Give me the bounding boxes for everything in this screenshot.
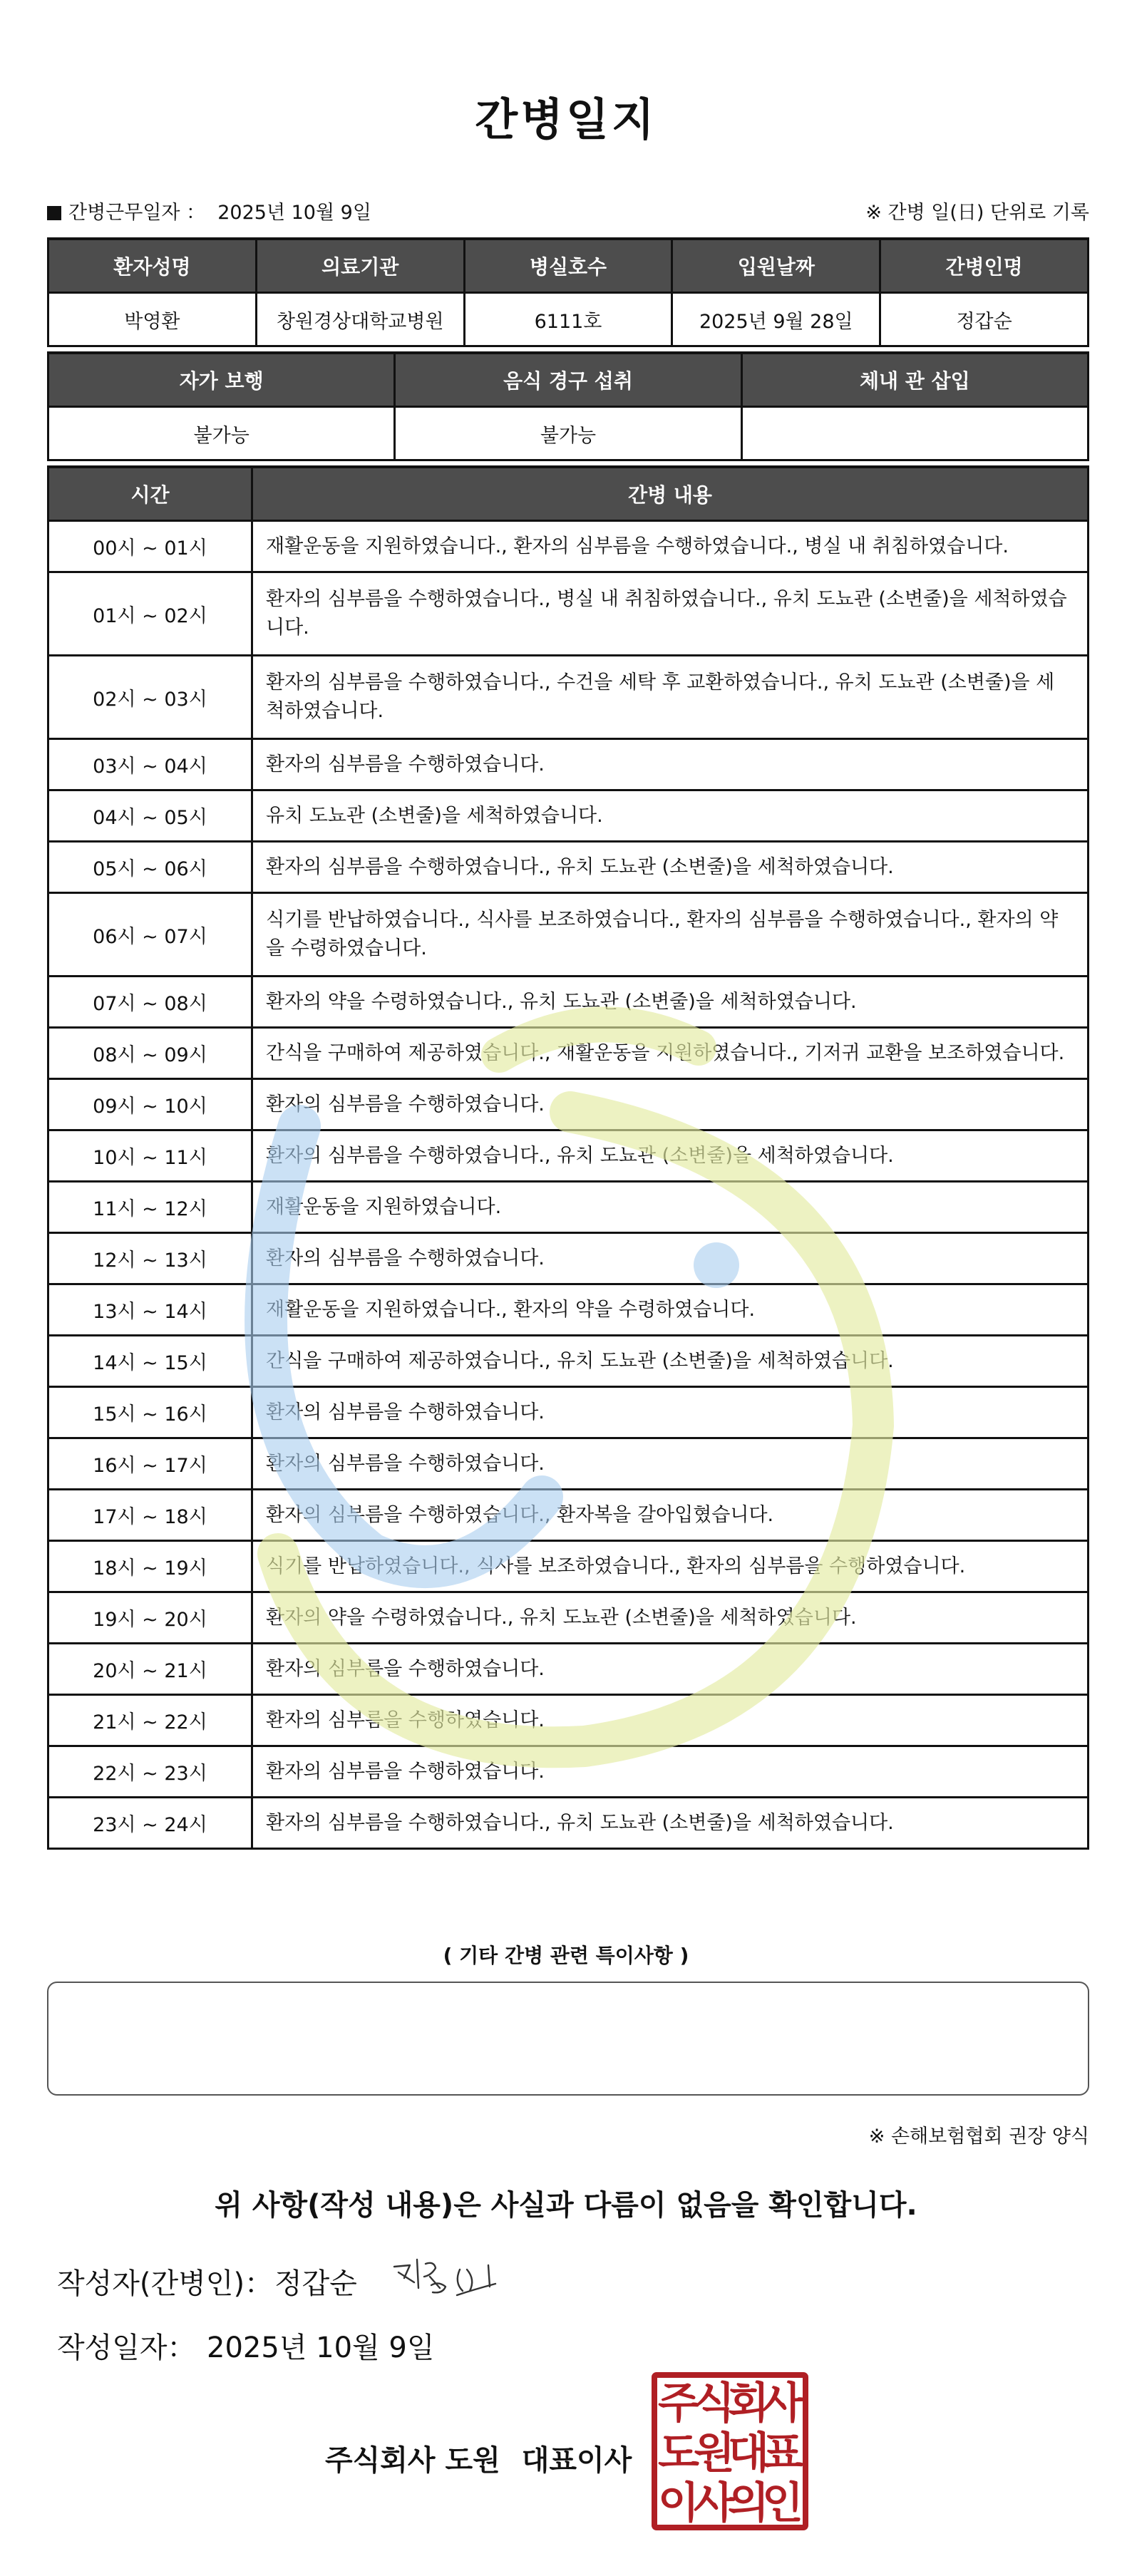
care-log-row (48, 1284, 1089, 1336)
care-log-row (48, 893, 1089, 977)
seal-character: 의 (728, 2478, 769, 2528)
care-log-row (48, 1182, 1089, 1233)
seal-character: 원 (694, 2428, 735, 2478)
notes-title: ( 기타 간병 관련 특이사항 ) (443, 1944, 689, 1967)
care-log-time: 17시 ~ 18시 (48, 1490, 252, 1541)
care-log-content: 환자의 심부름을 수행하였습니다., 수건을 세탁 후 교환하였습니다., 유치 도뇨관 (소변줄)을 세척하였습니다. (252, 656, 1089, 739)
care-log-row (48, 1644, 1089, 1695)
care-log-row (48, 656, 1089, 739)
care-log-content: 환자의 심부름을 수행하였습니다. (252, 1438, 1089, 1490)
care-log-content: 재활운동을 지원하였습니다., 환자의 약을 수령하였습니다. (252, 1284, 1089, 1336)
care-log-row (48, 1798, 1089, 1849)
notes-box (47, 1982, 1089, 2096)
caregiver-name: 정갑순 (880, 293, 1089, 346)
care-log-content: 환자의 심부름을 수행하였습니다. (252, 1746, 1089, 1798)
seal-character: 사 (762, 2379, 803, 2428)
unit-note: ※ 간병 일(日) 단위로 기록 (865, 202, 1089, 224)
care-log-content: 환자의 심부름을 수행하였습니다., 유치 도뇨관 (소변줄)을 세척하였습니다. (252, 842, 1089, 893)
care-log-row (48, 977, 1089, 1028)
care-log-time: 18시 ~ 19시 (48, 1541, 252, 1592)
care-log-content: 환자의 심부름을 수행하였습니다., 병실 내 취침하였습니다., 유치 도뇨관 (소변줄)을 세척하였습니다. (252, 572, 1089, 656)
header-admission-date: 입원날짜 (672, 239, 880, 293)
patient-info-table (47, 237, 1089, 347)
care-log-row (48, 790, 1089, 842)
author-label: 작성자(간병인)： (57, 2267, 274, 2300)
care-log-content: 환자의 심부름을 수행하였습니다. (252, 739, 1089, 790)
care-log-content: 간식을 구매하여 제공하였습니다., 유치 도뇨관 (소변줄)을 세척하였습니다. (252, 1336, 1089, 1387)
care-log-row (48, 1438, 1089, 1490)
seal-character: 주 (658, 2379, 699, 2428)
header-tube-insertion: 체내 관 삽입 (741, 353, 1088, 407)
care-log-row (48, 1130, 1089, 1182)
care-log-row (48, 1336, 1089, 1387)
header-care-content: 간병 내용 (252, 467, 1089, 521)
care-log-row (48, 739, 1089, 790)
care-log-time: 00시 ~ 01시 (48, 521, 252, 572)
seal-character: 인 (762, 2478, 803, 2528)
care-log-row (48, 1233, 1089, 1284)
care-log-row (48, 842, 1089, 893)
seal-character: 식 (694, 2379, 735, 2428)
care-log-row (48, 521, 1089, 572)
care-log-table (47, 465, 1089, 1850)
header-self-walking: 자가 보행 (48, 353, 395, 407)
confirmation-statement: 위 사항(작성 내용)은 사실과 다름이 없음을 확인합니다. (215, 2189, 917, 2222)
work-date-line (47, 197, 371, 225)
care-log-content: 환자의 심부름을 수행하였습니다. (252, 1695, 1089, 1746)
seal-character: 사 (694, 2478, 735, 2528)
room-number: 6111호 (464, 293, 672, 346)
header-hospital: 의료기관 (256, 239, 464, 293)
seal-character: 이 (658, 2478, 699, 2528)
care-log-content: 환자의 심부름을 수행하였습니다., 환자복을 갈아입혔습니다. (252, 1490, 1089, 1541)
care-log-row (48, 1541, 1089, 1592)
care-log-time: 05시 ~ 06시 (48, 842, 252, 893)
header-time: 시간 (48, 467, 252, 521)
seal-character: 도 (658, 2428, 699, 2478)
work-date-label: 간병근무일자 ： (68, 202, 206, 224)
care-log-content: 환자의 심부름을 수행하였습니다. (252, 1387, 1089, 1438)
seal-character: 회 (728, 2379, 769, 2428)
patient-name: 박영환 (48, 293, 257, 346)
care-log-time: 21시 ~ 22시 (48, 1695, 252, 1746)
square-bullet-icon (47, 206, 61, 220)
author-name: 정갑순 (274, 2267, 357, 2300)
care-log-content: 환자의 심부름을 수행하였습니다., 유치 도뇨관 (소변줄)을 세척하였습니다. (252, 1798, 1089, 1849)
company-seal-stamp (650, 2371, 810, 2532)
date-value: 2025년 10월 9일 (207, 2332, 435, 2364)
care-log-content: 재활운동을 지원하였습니다., 환자의 심부름을 수행하였습니다., 병실 내 취침하였습니다. (252, 521, 1089, 572)
seal-character: 대 (728, 2428, 769, 2478)
care-log-content: 환자의 심부름을 수행하였습니다. (252, 1233, 1089, 1284)
written-date-line (57, 2325, 435, 2366)
date-label: 작성일자： (57, 2332, 196, 2364)
care-log-row (48, 1695, 1089, 1746)
care-log-row (48, 1746, 1089, 1798)
care-log-time: 02시 ~ 03시 (48, 656, 252, 739)
care-log-time: 12시 ~ 13시 (48, 1233, 252, 1284)
company-signoff (325, 2438, 632, 2478)
care-log-time: 01시 ~ 02시 (48, 572, 252, 656)
recommend-note: ※ 손해보험협회 권장 양식 (868, 2126, 1089, 2148)
patient-status-table (47, 351, 1089, 461)
care-log-time: 06시 ~ 07시 (48, 893, 252, 977)
care-log-content: 식기를 반납하였습니다., 식사를 보조하였습니다., 환자의 심부름을 수행하였습니다., 환자의 약을 수령하였습니다. (252, 893, 1089, 977)
oral-intake-value: 불가능 (395, 407, 741, 460)
care-log-row (48, 1592, 1089, 1644)
document-title: 간병일지 (475, 93, 657, 145)
header-room-number: 병실호수 (464, 239, 672, 293)
care-log-time: 19시 ~ 20시 (48, 1592, 252, 1644)
company-name: 주식회사 도원 (325, 2444, 500, 2477)
seal-character: 표 (762, 2428, 803, 2478)
care-log-time: 15시 ~ 16시 (48, 1387, 252, 1438)
care-log-content: 환자의 약을 수령하였습니다., 유치 도뇨관 (소변줄)을 세척하였습니다. (252, 1592, 1089, 1644)
work-date-value: 2025년 10월 9일 (217, 202, 371, 224)
care-log-time: 08시 ~ 09시 (48, 1028, 252, 1079)
representative-title: 대표이사 (521, 2444, 632, 2477)
author-line (57, 2261, 357, 2302)
care-log-content: 유치 도뇨관 (소변줄)을 세척하였습니다. (252, 790, 1089, 842)
care-log-time: 10시 ~ 11시 (48, 1130, 252, 1182)
care-log-content: 재활운동을 지원하였습니다. (252, 1182, 1089, 1233)
care-log-content: 환자의 약을 수령하였습니다., 유치 도뇨관 (소변줄)을 세척하였습니다. (252, 977, 1089, 1028)
header-patient-name: 환자성명 (48, 239, 257, 293)
care-log-time: 23시 ~ 24시 (48, 1798, 252, 1849)
care-log-row (48, 1387, 1089, 1438)
care-log-content: 환자의 심부름을 수행하였습니다. (252, 1644, 1089, 1695)
care-log-time: 07시 ~ 08시 (48, 977, 252, 1028)
care-log-time: 09시 ~ 10시 (48, 1079, 252, 1130)
care-log-time: 20시 ~ 21시 (48, 1644, 252, 1695)
hospital-name: 창원경상대학교병원 (256, 293, 464, 346)
tube-insertion-value (741, 407, 1088, 460)
handwritten-signature (389, 2251, 510, 2308)
care-log-time: 16시 ~ 17시 (48, 1438, 252, 1490)
care-log-content: 간식을 구매하여 제공하였습니다., 재활운동을 지원하였습니다., 기저귀 교환을 보조하였습니다. (252, 1028, 1089, 1079)
care-log-time: 14시 ~ 15시 (48, 1336, 252, 1387)
admission-date: 2025년 9월 28일 (672, 293, 880, 346)
header-oral-intake: 음식 경구 섭취 (395, 353, 741, 407)
care-log-row (48, 1028, 1089, 1079)
care-log-time: 03시 ~ 04시 (48, 739, 252, 790)
care-log-time: 22시 ~ 23시 (48, 1746, 252, 1798)
care-log-time: 04시 ~ 05시 (48, 790, 252, 842)
self-walking-value: 불가능 (48, 407, 395, 460)
care-log-row (48, 1079, 1089, 1130)
care-log-content: 환자의 심부름을 수행하였습니다. (252, 1079, 1089, 1130)
care-log-time: 13시 ~ 14시 (48, 1284, 252, 1336)
care-log-content: 식기를 반납하였습니다., 식사를 보조하였습니다., 환자의 심부름을 수행하였습니다. (252, 1541, 1089, 1592)
header-caregiver-name: 간병인명 (880, 239, 1089, 293)
care-log-row (48, 572, 1089, 656)
care-log-row (48, 1490, 1089, 1541)
care-log-content: 환자의 심부름을 수행하였습니다., 유치 도뇨관 (소변줄)을 세척하였습니다. (252, 1130, 1089, 1182)
care-log-time: 11시 ~ 12시 (48, 1182, 252, 1233)
